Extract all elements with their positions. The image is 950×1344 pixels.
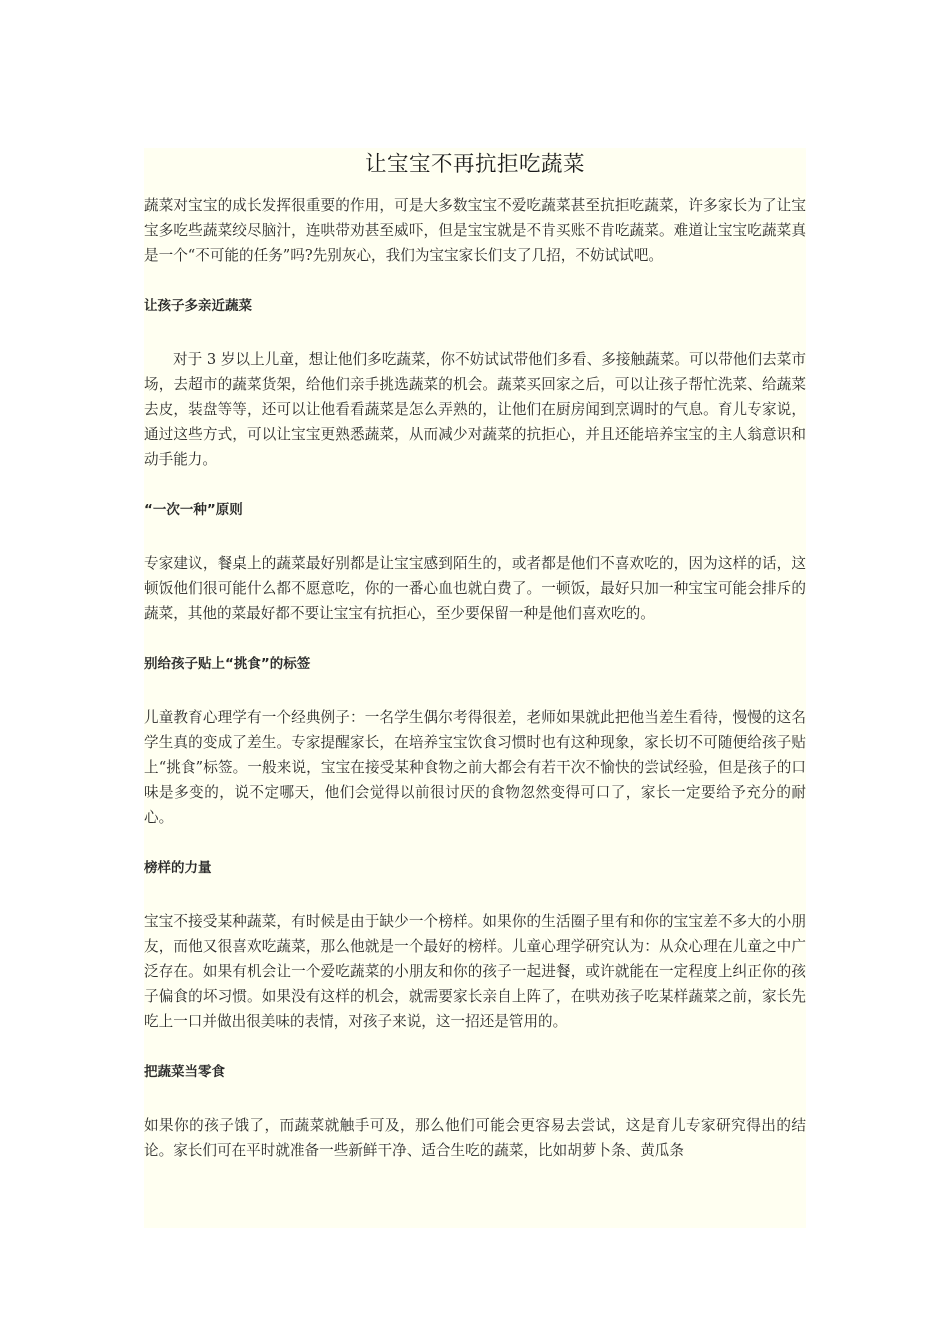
spacer xyxy=(144,626,806,654)
spacer xyxy=(144,520,806,551)
spacer xyxy=(144,1082,806,1113)
section-paragraph: 如果你的孩子饿了，而蔬菜就触手可及，那么他们可能会更容易去尝试，这是育儿专家研究得出的结论。家长们可在平时就准备一些新鲜干净、适合生吃的蔬菜，比如胡萝卜条、黄瓜条 xyxy=(144,1117,806,1159)
section-paragraph: 专家建议，餐桌上的蔬菜最好别都是让宝宝感到陌生的，或者都是他们不喜欢吃的，因为这样的话，这顿饭他们很可能什么都不愿意吃，你的一番心血也就白费了。一顿饭，最好只加一种宝宝可能会排斥的蔬菜，其他的菜最好都不要让宝宝有抗拒心，至少要保留一种是他们喜欢吃的。 xyxy=(144,555,806,622)
spacer xyxy=(144,186,806,193)
spacer xyxy=(144,472,806,500)
spacer xyxy=(144,316,806,347)
section-paragraph: 对于 3 岁以上儿童，想让他们多吃蔬菜，你不妨试试带他们多看、多接触蔬菜。可以带他们去菜市场，去超市的蔬菜货架，给他们亲手挑选蔬菜的机会。蔬菜买回家之后，可以让孩子帮忙洗菜、给蔬菜去皮，装盘等等，还可以让他看看蔬菜是怎么弄熟的，让他们在厨房闻到烹调时的气息。育儿专家说，通过这些方式，可以让宝宝更熟悉蔬菜，从而减少对蔬菜的抗拒心，并且还能培养宝宝的主人翁意识和动手能力。 xyxy=(144,351,806,468)
spacer xyxy=(144,268,806,296)
spacer xyxy=(144,830,806,858)
section-heading: 榜样的力量 xyxy=(144,860,212,876)
spacer xyxy=(144,878,806,909)
section-paragraph: 儿童教育心理学有一个经典例子：一名学生偶尔考得很差，老师如果就此把他当差生看待，慢慢的这名学生真的变成了差生。专家提醒家长，在培养宝宝饮食习惯时也有这种现象，家长切不可随便给孩子贴上“挑食”标签。一般来说，宝宝在接受某种食物之前大都会有若干次不愉快的尝试经验，但是孩子的口味是多变的，说不定哪天，他们会觉得以前很讨厌的食物忽然变得可口了，家长一定要给予充分的耐心。 xyxy=(144,709,806,826)
section-paragraph: 宝宝不接受某种蔬菜，有时候是由于缺少一个榜样。如果你的生活圈子里有和你的宝宝差不多大的小朋友，而他又很喜欢吃蔬菜，那么他就是一个最好的榜样。儿童心理学研究认为：从众心理在儿童之中广泛存在。如果有机会让一个爱吃蔬菜的小朋友和你的孩子一起进餐，或许就能在一定程度上纠正你的孩子偏食的坏习惯。如果没有这样的机会，就需要家长亲自上阵了，在哄劝孩子吃某样蔬菜之前，家长先吃上一口并做出很美味的表情，对孩子来说，这一招还是管用的。 xyxy=(144,913,806,1030)
section-heading: 别给孩子贴上“挑食”的标签 xyxy=(144,656,311,672)
document-title: 让宝宝不再抗拒吃蔬菜 xyxy=(364,152,585,177)
intro-paragraph: 蔬菜对宝宝的成长发挥很重要的作用，可是大多数宝宝不爱吃蔬菜甚至抗拒吃蔬菜，许多家长为了让宝宝多吃些蔬菜绞尽脑汁，连哄带劝甚至威吓，但是宝宝就是不肯买账不肯吃蔬菜。难道让宝宝吃蔬菜真是一个“不可能的任务”吗?先别灰心，我们为宝宝家长们支了几招，不妨试试吧。 xyxy=(144,197,806,264)
section-heading: “一次一种”原则 xyxy=(144,502,243,518)
spacer xyxy=(144,674,806,705)
section-heading: 让孩子多亲近蔬菜 xyxy=(144,298,252,314)
spacer xyxy=(144,1034,806,1062)
section-heading: 把蔬菜当零食 xyxy=(144,1064,225,1080)
document-page xyxy=(144,148,806,1228)
